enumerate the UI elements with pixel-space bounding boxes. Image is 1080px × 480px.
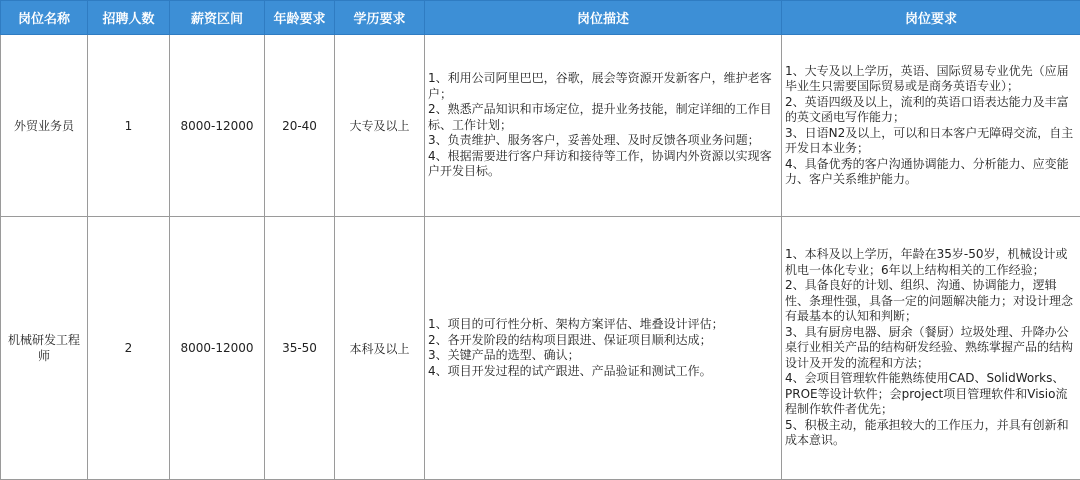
header-position: 岗位名称 bbox=[1, 1, 88, 35]
headcount: 2 bbox=[88, 217, 170, 480]
requirement-item: 4、具备优秀的客户沟通协调能力、分析能力、应变能力、客户关系维护能力。 bbox=[785, 156, 1069, 186]
header-headcount: 招聘人数 bbox=[88, 1, 170, 35]
header-age: 年龄要求 bbox=[265, 1, 335, 35]
education-level: 大专及以上 bbox=[335, 35, 425, 217]
position-title: 机械研发工程师 bbox=[1, 217, 88, 480]
description-item: 1、项目的可行性分析、架构方案评估、堆叠设计评估； bbox=[428, 317, 724, 331]
job-description bbox=[425, 217, 782, 480]
header-requirements: 岗位要求 bbox=[782, 1, 1080, 35]
requirement-item: 4、会项目管理软件能熟练使用CAD、SolidWorks、PROE等设计软件；会project项目管理软件和Visio流程制作软件者优先； bbox=[785, 371, 1068, 417]
header-education: 学历要求 bbox=[335, 1, 425, 35]
description-item: 4、项目开发过程的试产跟进、产品验证和测试工作。 bbox=[428, 363, 712, 378]
requirement-item: 3、具有厨房电器、厨余（餐厨）垃圾处理、升降办公桌行业相关产品的结构研发经验、熟练掌握产品的结构设计及开发的流程和方法； bbox=[785, 324, 1074, 370]
requirement-item: 3、日语N2及以上，可以和日本客户无障碍交流，自主开发日本业务； bbox=[785, 125, 1074, 155]
header-description: 岗位描述 bbox=[425, 1, 782, 35]
requirement-item: 1、本科及以上学历，年龄在35岁-50岁，机械设计或机电一体化专业；6年以上结构相关的工作经验； bbox=[785, 247, 1068, 277]
description-item: 4、根据需要进行客户拜访和接待等工作，协调内外资源以实现客户开发目标。 bbox=[428, 148, 772, 179]
salary-range: 8000-12000 bbox=[170, 35, 265, 217]
job-requirements bbox=[782, 35, 1080, 217]
description-item: 1、利用公司阿里巴巴，谷歌，展会等资源开发新客户，维护老客户； bbox=[428, 71, 772, 101]
description-item: 3、关键产品的选型、确认； bbox=[428, 348, 580, 362]
table-row bbox=[1, 35, 1080, 217]
description-item: 2、各开发阶段的结构项目跟进、保证项目顺利达成； bbox=[428, 332, 712, 347]
job-description bbox=[425, 35, 782, 217]
header-salary: 薪资区间 bbox=[170, 1, 265, 35]
table-row bbox=[1, 217, 1080, 480]
salary-range: 8000-12000 bbox=[170, 217, 265, 480]
education-level: 本科及以上 bbox=[335, 217, 425, 480]
job-requirements bbox=[782, 217, 1080, 480]
age-range: 20-40 bbox=[265, 35, 335, 217]
requirement-item: 2、英语四级及以上，流利的英语口语表达能力及丰富的英文函电写作能力； bbox=[785, 94, 1069, 124]
requirement-item: 5、积极主动，能承担较大的工作压力，并具有创新和成本意识。 bbox=[785, 417, 1069, 448]
requirement-item: 1、大专及以上学历，英语、国际贸易专业优先（应届毕业生只需要国际贸易或是商务英语专业）； bbox=[785, 63, 1069, 93]
position-title: 外贸业务员 bbox=[1, 35, 88, 217]
table-header-row bbox=[1, 1, 1080, 35]
description-item: 3、负责维护、服务客户，妥善处理、及时反馈各项业务问题； bbox=[428, 133, 760, 148]
age-range: 35-50 bbox=[265, 217, 335, 480]
requirement-item: 2、具备良好的计划、组织、沟通、协调能力，逻辑性、条理性强，具备一定的问题解决能力；对设计理念有最基本的认知和判断； bbox=[785, 278, 1074, 324]
headcount: 1 bbox=[88, 35, 170, 217]
description-item: 2、熟悉产品知识和市场定位，提升业务技能，制定详细的工作目标、工作计划； bbox=[428, 102, 772, 132]
